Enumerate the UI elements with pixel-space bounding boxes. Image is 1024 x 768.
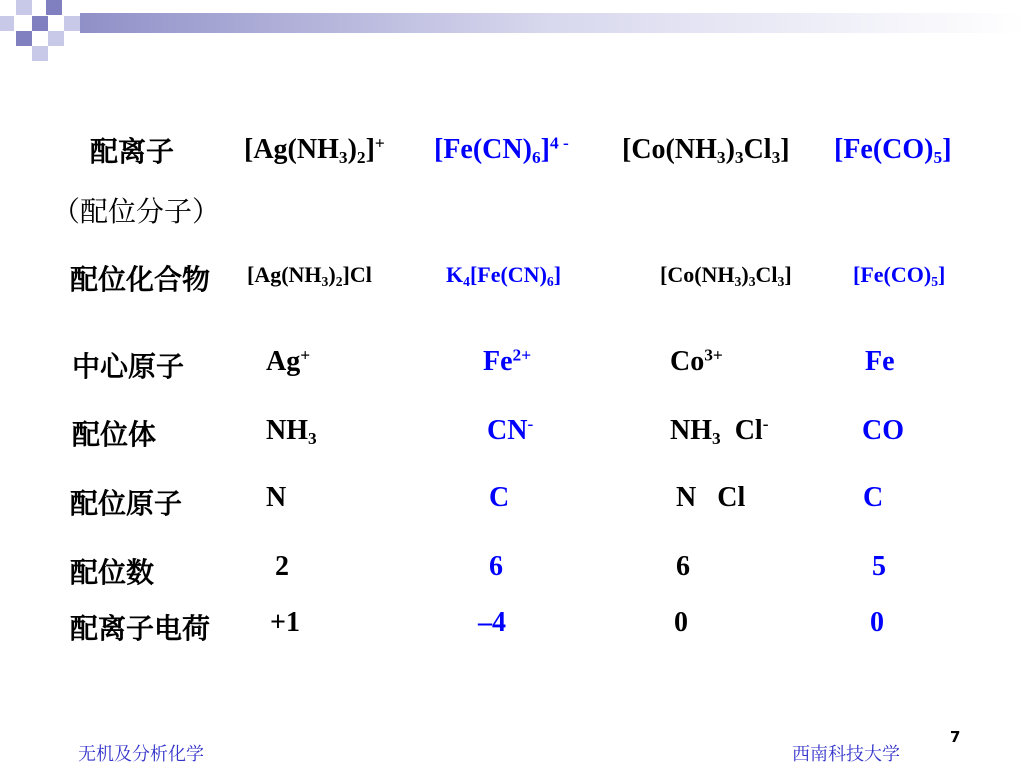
formula-compound-3: $[Co(NH_3)_3Cl_3]$ [660,262,792,289]
coordination-number-3: 6 [676,551,690,582]
central-atom-1: Ag+ [266,345,311,377]
row-label-ion-charge: 配离子电荷 [70,612,211,645]
ligand-1: $NH_3$ [266,415,317,448]
formula-complex-ion-2: $[Fe(CN)_6]^{4 -}$ [434,133,569,167]
ligand-4: CO [862,415,904,446]
row-label-coordination-number: 配位数 [70,556,155,589]
formula-compound-2: $K_4[Fe(CN)_6]$ [446,262,562,289]
central-atom-3: $Co^{3+}$ [670,345,723,377]
row-label-ligand: 配位体 [72,418,157,451]
formula-compound-1: $[Ag(NH_3)_2]Cl$ [247,262,372,289]
ligand-2: CN- [487,414,534,446]
ion-charge-3: 0 [674,607,688,638]
donor-atom-4: C [863,482,884,513]
formula-complex-ion-4: $[Fe(CO)_5]$ [834,134,952,167]
page-number: 7 [950,728,961,746]
footer-course-title: 无机及分析化学 [78,744,204,765]
donor-atom-1: N [266,482,287,513]
formula-compound-4: $[Fe(CO)_5]$ [853,262,946,289]
donor-atom-2: C [489,482,510,513]
coordination-number-4: 5 [872,551,886,582]
ligand-3: $NH_3$ Cl- [670,414,769,448]
coordination-number-1: 2 [275,551,289,582]
footer-university: 西南科技大学 [792,744,900,765]
ion-charge-4: 0 [870,607,884,638]
ion-charge-2: –4 [478,607,506,638]
row-label-central-atom: 中心原子 [72,350,185,383]
row-label-coordination-compound: 配位化合物 [70,263,211,296]
formula-complex-ion-3: $[Co(NH_3)_3Cl_3]$ [622,134,790,167]
row-label-complex-ion: 配离子 [90,135,175,168]
central-atom-4: Fe [865,346,895,377]
central-atom-2: $Fe^{2+}$ [483,345,532,377]
coordination-number-2: 6 [489,551,503,582]
formula-complex-ion-1: $[Ag(NH_3)_2]^+$ [244,133,385,167]
donor-atom-3: N Cl [676,482,746,513]
row-sublabel-coordination-molecule: （配位分子） [52,195,221,228]
header-decoration [0,0,1024,70]
row-label-donor-atom: 配位原子 [70,487,183,520]
ion-charge-1: +1 [270,607,300,638]
